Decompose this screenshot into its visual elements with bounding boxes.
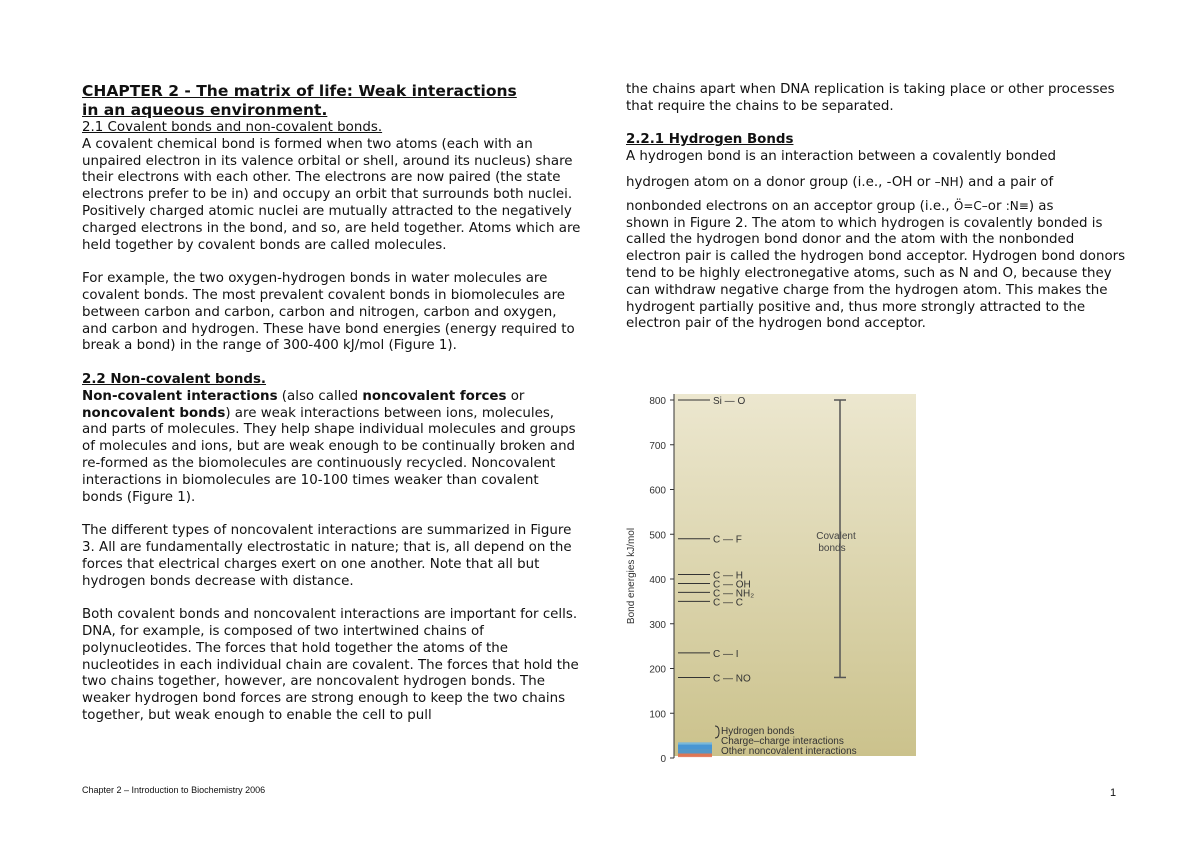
bond-label: C — NH₂ — [713, 588, 755, 600]
right-column — [626, 82, 1126, 333]
covalent-label-line2: bonds — [818, 543, 846, 554]
section-2-2-paragraph-3: Both covalent bonds and noncovalent interactions are important for cells. DNA, for example, is composed of two intertwined chains of polynucleotides. The forces that hold together the atoms of the nucleotides in each individual chain are covalent. The forces that hold the two chains together, however, are noncovalent hydrogen bonds. The weaker hydrogen bond forces are strong enough to keep the two chains together, but weak enough to enable the cell to pull — [82, 607, 579, 723]
carbonyl-formula: Ö=C– — [953, 198, 988, 213]
bond-label: Si — O — [713, 396, 746, 407]
bond-label: C — I — [713, 648, 739, 660]
term-noncovalent-forces: noncovalent forces — [362, 388, 507, 404]
chapter-title — [82, 82, 582, 120]
text-run: ) are weak interactions between ions, molecules, and parts of molecules. They help shape individual molecules and groups of molecules and ions, but are weak enough to be continually broken and re-formed as the biomolecules are continuously recycled. Noncovalent interactions in biomolecules are 10-100 times weaker than covalent bonds (Figure 1). — [82, 405, 576, 505]
text-run: ) and a pair of — [958, 174, 1054, 190]
y-tick-label: 200 — [649, 664, 666, 676]
hydrogen-bond-line-1: A hydrogen bond is an interaction between a covalently bonded — [626, 149, 1057, 165]
section-2-1-paragraph-1: A covalent chemical bond is formed when two atoms (each with an unpaired electron in its valence orbital or shell, around its nucleus) share their electrons with each other. The electrons are now paired (the state electrons prefer to be in) and occupy an orbit that surrounds both nuclei. Positively charged atomic nuclei are mutually attracted to the negatively charged electrons in the bond, and so, are held together. Atoms which are held together by covalent bonds are called molecules. — [82, 136, 581, 253]
y-tick-label: 600 — [649, 485, 666, 497]
nh-group-formula: –NH — [934, 174, 959, 189]
chart-background — [674, 394, 916, 756]
text-run: hydrogen atom on a donor group (i.e., -OH or — [626, 174, 935, 190]
y-tick-label: 400 — [649, 575, 666, 586]
section-2-1-paragraph-2: For example, the two oxygen-hydrogen bonds in water molecules are covalent bonds. The most prevalent covalent bonds in biomolecules are between carbon and carbon, carbon and nitrogen, carbon and oxygen, and carbon and hydrogen. These have bond energies (energy required to break a bond) in the range of 300-400 kJ/mol (Figure 1). — [82, 271, 575, 354]
left-column — [82, 82, 582, 725]
hydrogen-bond-paragraph-rest: shown in Figure 2. The atom to which hydrogen is covalently bonded is called the hydrogen bond donor and the atom with the nonbonded electron pair is called the hydrogen bond acceptor. Hydrogen bond donors tend to be highly electronegative atoms, such as N and O, because they can withdraw negative charge from the hydrogen atom. This makes the hydrogent partially positive and, thus more strongly attracted to the electron pair of the hydrogen bond acceptor. — [626, 215, 1126, 332]
y-tick-label: 700 — [649, 440, 666, 452]
text-run: or — [506, 388, 525, 404]
section-2-2-1-title: 2.2.1 Hydrogen Bonds — [626, 132, 794, 148]
section-2-2-title: 2.2 Non-covalent bonds. — [82, 371, 267, 387]
text-run: nonbonded electrons on an acceptor group (i.e., — [626, 198, 954, 214]
hydrogen-bond-line-2 — [626, 174, 1126, 192]
footer-chapter-label: Chapter 2 – Introduction to Biochemistry 2006 — [82, 785, 266, 795]
noncovalent-label: Charge–charge interactions — [721, 736, 844, 747]
section-2-2-paragraph-1 — [82, 389, 582, 507]
noncovalent-label: Hydrogen bonds — [721, 726, 795, 737]
text-run: or — [987, 198, 1006, 214]
continued-paragraph: the chains apart when DNA replication is taking place or other processes that require the chains to be separated. — [626, 82, 1115, 114]
y-ticks — [649, 396, 674, 765]
y-axis-label: Bond energies kJ/mol — [626, 527, 637, 625]
section-2-2-paragraph-2: The different types of noncovalent interactions are summarized in Figure 3. All are fundamentally electrostatic in nature; that is, all depend on the forces that electrical charges exert on one another. Note that all but hydrogen bonds decrease with distance. — [82, 523, 572, 589]
chapter-title-line2: in an aqueous environment. — [82, 101, 328, 119]
covalent-label-line1: Covalent — [816, 531, 856, 542]
hydrogen-bond-line-3 — [626, 198, 1126, 216]
term-noncovalent-interactions: Non-covalent interactions — [82, 388, 278, 404]
term-noncovalent-bonds: noncovalent bonds — [82, 405, 226, 421]
bond-label: C — OH — [713, 579, 751, 591]
bond-label: C — H — [713, 570, 743, 582]
text-run: ) as — [1028, 198, 1054, 214]
footer-page-number: 1 — [1110, 787, 1117, 799]
y-tick-label: 500 — [649, 530, 666, 542]
bond-energy-chart — [618, 386, 918, 766]
y-tick-label: 300 — [649, 619, 666, 631]
chapter-title-line1: CHAPTER 2 - The matrix of life: Weak interactions — [82, 82, 517, 100]
text-run: (also called — [277, 388, 363, 404]
noncovalent-label: Other noncovalent interactions — [721, 746, 857, 757]
noncovalent-band — [678, 754, 712, 758]
bond-label: C — C — [713, 597, 743, 609]
y-tick-label: 100 — [649, 709, 666, 721]
y-tick-label: 0 — [660, 754, 666, 765]
y-tick-label: 800 — [649, 396, 666, 407]
nitrile-formula: :N≡ — [1005, 198, 1029, 213]
noncovalent-band — [678, 745, 712, 754]
section-2-1-title: 2.1 Covalent bonds and non-covalent bonds. — [82, 120, 383, 135]
bond-label: C — F — [713, 534, 742, 546]
bond-label: C — NO — [713, 673, 751, 685]
